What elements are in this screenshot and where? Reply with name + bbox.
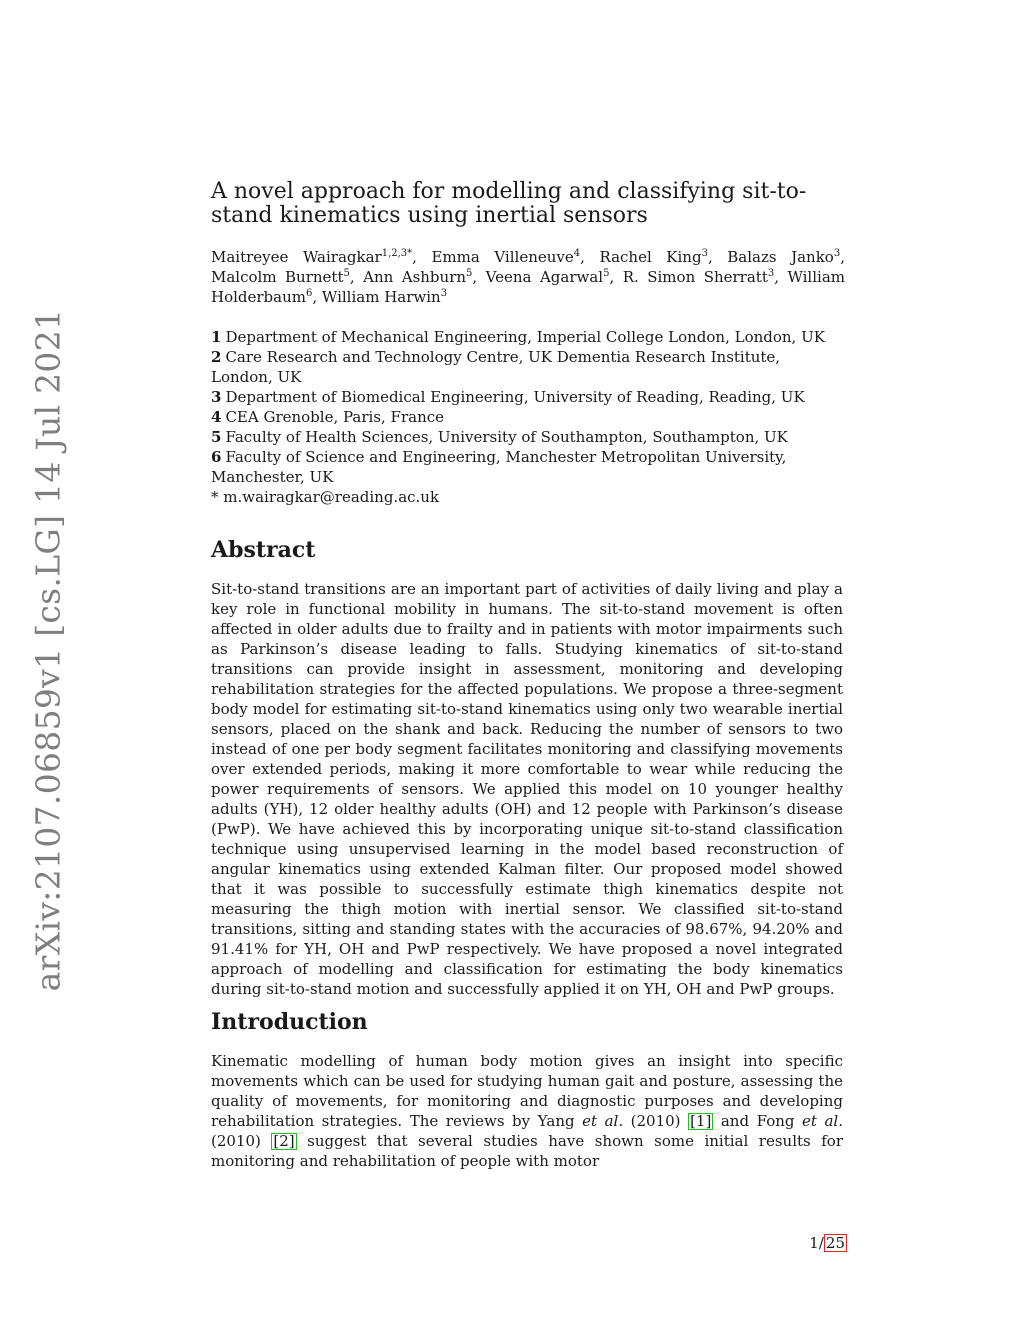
author: Ann Ashburn$^5$ bbox=[363, 268, 473, 286]
citation-link[interactable]: [2] bbox=[273, 1132, 295, 1150]
affiliation-item: 3 Department of Biomedical Engineering, University of Reading, Reading, UK bbox=[211, 388, 805, 406]
corresponding-author-email bbox=[211, 487, 439, 507]
author: Rachel King$^3$ bbox=[599, 248, 708, 266]
affiliation-item: 6 Faculty of Science and Engineering, Manchester Metropolitan University, Manchester, UK bbox=[211, 448, 787, 486]
author: Maitreyee Wairagkar$^{1,2,3*}$ bbox=[211, 248, 413, 266]
author: Emma Villeneuve$^4$ bbox=[431, 248, 581, 266]
arxiv-identifier: arXiv:2107.06859v1 [cs.LG] 14 Jul 2021 bbox=[28, 308, 68, 992]
corresponding-mark: * bbox=[211, 488, 219, 506]
introduction-text: Kinematic modelling of human body motion gives an insight into specific movements which can be used for studying human gait and posture, assessing the quality of movements, for monitoring and diagnostic purposes and developing rehabilitation strategies. The reviews by Yang et al. (2010) [1] and Fong et al. (2010) [2] suggest that several studies have shown some initial results for monitoring and rehabilitation of people with motor bbox=[211, 1052, 843, 1170]
citation-link[interactable]: [1] bbox=[690, 1112, 712, 1130]
author: William Holderbaum$^6$ bbox=[211, 268, 845, 306]
affiliation-list bbox=[211, 327, 845, 487]
page-total-link[interactable]: 25 bbox=[825, 1234, 845, 1252]
page-number: 1/ 25 bbox=[809, 1234, 845, 1252]
author: Balazs Janko$^3$ bbox=[727, 248, 841, 266]
abstract-text: Sit-to-stand transitions are an important part of activities of daily living and play a key role in functional mobility in humans. The sit-to-stand movement is often affected in older adults due to frailty and in patients with motor impairments such as Parkinson’s disease leading to falls. Studying kinematics of sit-to-stand transitions can provide insight in assessment, monitoring and developing rehabilitation strategies for the affected populations. We propose a three-segment body model for estimating sit-to-stand kinematics using only two wearable inertial sensors, placed on the shank and back. Reducing the number of sensors to two instead of one per body segment facilitates monitoring and classifying movements over extended periods, making it more comfortable to wear while reducing the power requirements of sensors. We applied this model on 10 younger healthy adults (YH), 12 older healthy adults (OH) and 12 people with Parkinson’s disease (PwP). We have achieved this by incorporating unique sit-to-stand classification technique using unsupervised learning in the model based reconstruction of angular kinematics using extended Kalman filter. Our proposed model showed that it was possible to successfully estimate thigh kinematics despite not measuring the thigh motion with inertial sensor. We classified sit-to-stand transitions, sitting and standing states with the accuracies of 98.67%, 94.20% and 91.41% for YH, OH and PwP respectively. We have proposed a novel integrated approach of modelling and classification for estimating the body kinematics during sit-to-stand motion and successfully applied it on YH, OH and PwP groups. bbox=[211, 580, 843, 998]
abstract-heading: Abstract bbox=[211, 537, 316, 563]
affiliation-item: 2 Care Research and Technology Centre, UK Dementia Research Institute, London, UK bbox=[211, 348, 781, 386]
introduction-heading: Introduction bbox=[211, 1009, 368, 1035]
email-link[interactable]: m.wairagkar@reading.ac.uk bbox=[223, 488, 440, 506]
author: Veena Agarwal$^5$ bbox=[485, 268, 610, 286]
affiliation-item: 1 Department of Mechanical Engineering, Imperial College London, London, UK bbox=[211, 328, 825, 346]
affiliation-item: 5 Faculty of Health Sciences, University of Southampton, Southampton, UK bbox=[211, 428, 788, 446]
author: R. Simon Sherratt$^3$ bbox=[622, 268, 775, 286]
author: William Harwin$^3$ bbox=[321, 288, 448, 306]
author: Malcolm Burnett$^5$ bbox=[211, 268, 350, 286]
author-list: Maitreyee Wairagkar$^{1,2,3*}$, Emma Villeneuve$^4$, Rachel King$^3$, Balazs Janko$^3$, Malcolm Burnett$^5$, Ann Ashburn$^5$, Veena Agarwal$^5$, R. Simon Sherratt$^3$, William Holderbaum$^6$, William Harwin$^3$ bbox=[211, 248, 845, 306]
affiliation-item: 4 CEA Grenoble, Paris, France bbox=[211, 408, 445, 426]
paper-title: A novel approach for modelling and classifying sit-to-stand kinematics using inertial sensors bbox=[211, 179, 807, 228]
